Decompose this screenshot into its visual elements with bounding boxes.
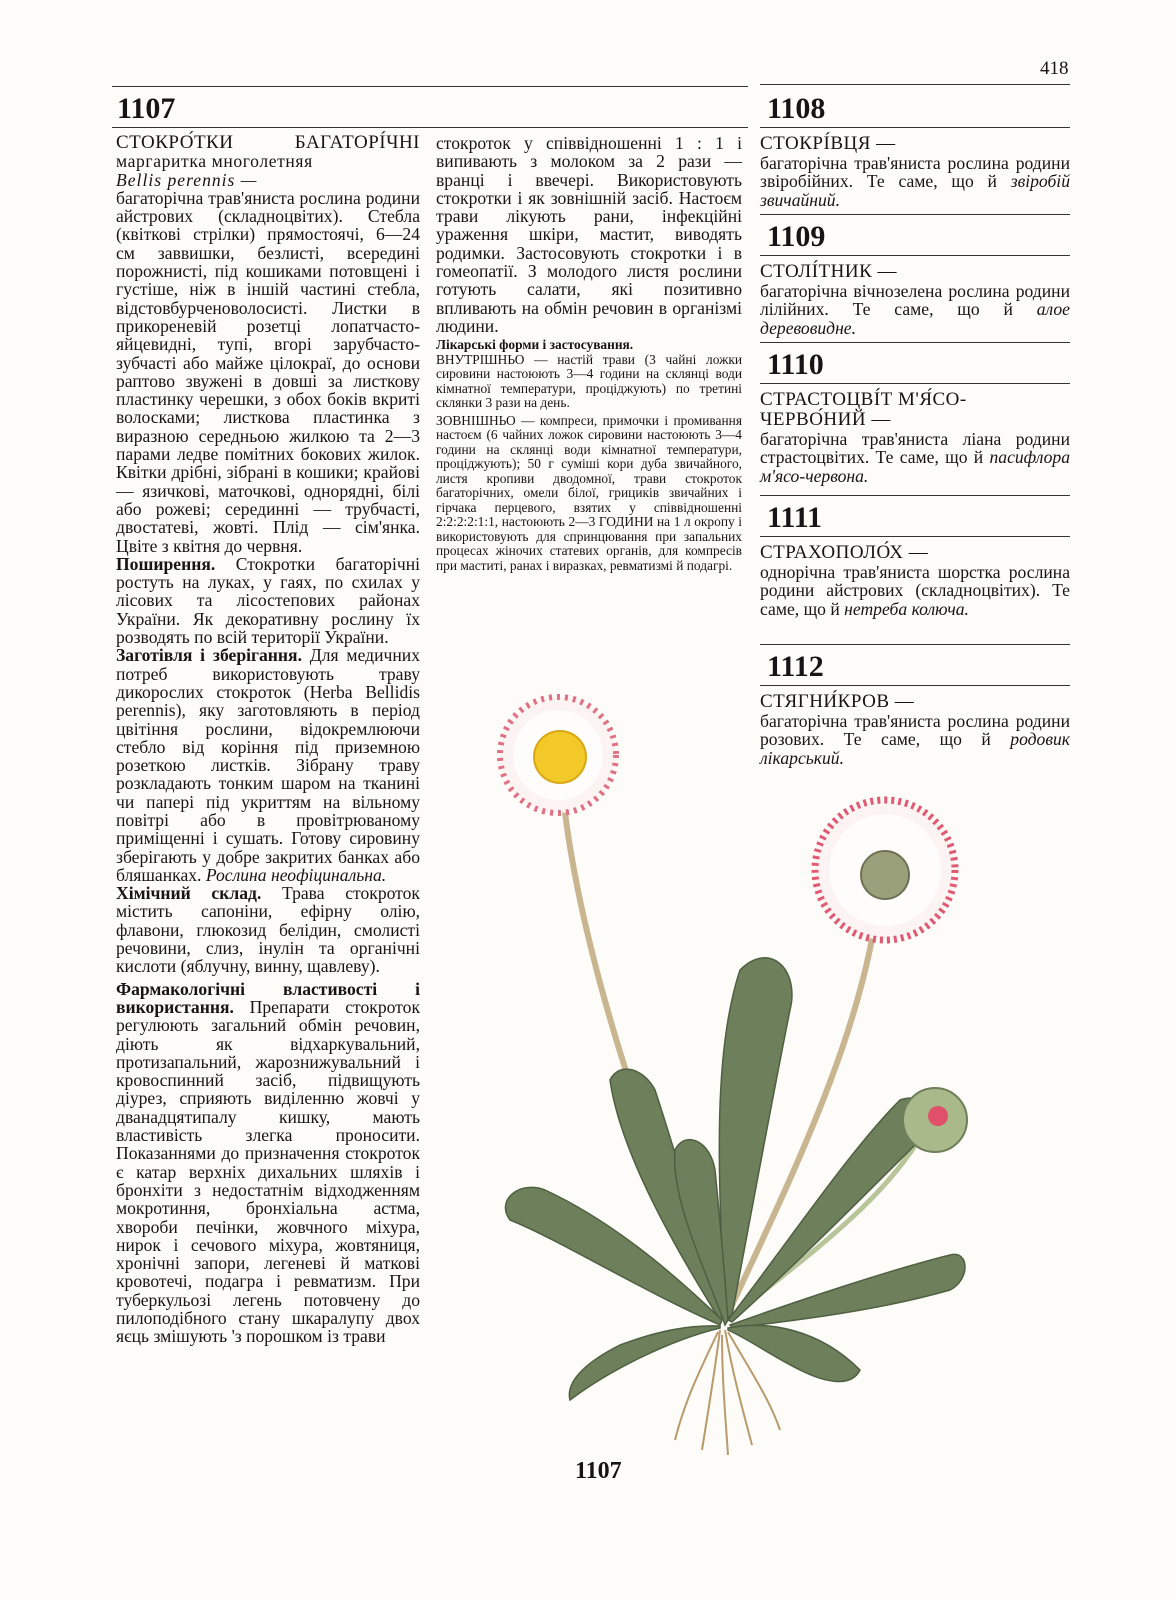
pharmacology-paragraph: Фармакологічні властивості і використання. Препарати стокроток регулюють загальний обмін речовин, діють як відхаркувальний, протизапальний, жарознижувальний і кровоспинний засіб, підвищують діурез, сприяють виділенню жовчі у дванадцятипалу кишку, мають властивість злегка проносити. Показаннями до призначення стокроток є катар верхніх дихальних шляхів і бронхіти з недостатнім відходженням мокротиння, бронхіальна астма, хвороби печінки, жовчного міхура, нирок і сечового міхура, жовтяниця, хронічні запори, легеневі й маткові кровотечі, подагра і ревматизм. При туберкульозі легень потовчену до пилоподібного стану шкаралупу двох яєць змішують 'з порошком із трави (116, 978, 420, 1347)
entry-rule-1111 (760, 536, 1070, 537)
entry-rule-1110 (760, 383, 1070, 384)
entry-number-1108: 1108 (767, 92, 826, 125)
page-number: 418 (1040, 58, 1069, 79)
column-2 (436, 134, 742, 573)
flower-right (815, 800, 955, 940)
distribution-paragraph: Поширення. Стокротки багаторічні ростуть на луках, у гаях, по схилах у лісових та лісостепових районах України. Як декоративну рослину їх розводять по всій території України. (116, 553, 420, 648)
cross-reference: алое деревовидне. (760, 299, 1070, 338)
chemistry-paragraph: Хімічний склад. Трава стокроток містить сапоніни, ефірну олію, флавони, глюкозид белідин, смолисті речовини, слиз, інулін та органічні кислоти (яблучну, винну, щавлеву). (116, 883, 420, 977)
entry-end-rule-1109 (760, 342, 1070, 343)
entry-1108 (760, 134, 1070, 209)
entry-1110 (760, 390, 1070, 485)
leaves (505, 958, 965, 1400)
harvest-paragraph: Заготівля і зберігання. Для медичних потреб використовують траву дикорослих стокроток (Herba Bellidis perennis), яку заготовляють в період цвітіння рослини, відокремлюючи стебло від коріння під приземною розеткою листків. Зібрану траву розкладають тонким шаром на тканині чи папері під укриттям на вільному повітрі або в провітрюваному приміщенні і сушать. Готову сировину зберігають у добре закритих банках або бляшанках. Рослина неофіцинальна. (116, 645, 420, 885)
entry-definition: багаторічна вічнозелена рослина родини лілійних. Те саме, що й алое деревовидне. (760, 281, 1070, 338)
entry-definition: багаторічна трав'яниста ліана родини страстоцвітих. Те саме, що й пасифлора м'ясо-червона. (760, 429, 1070, 486)
flower-top-left (500, 697, 616, 813)
latin-name: Bellis perennis — (116, 169, 258, 190)
entry-number-1109: 1109 (767, 220, 826, 253)
flower-bud (903, 1088, 967, 1152)
entry-definition: багаторічна трав'яниста рослина родини розових. Те саме, що й родовик лікарський. (760, 711, 1070, 768)
entry-1111 (760, 543, 1070, 618)
cross-reference: звіробій звичайний. (760, 171, 1070, 210)
entry-rule-1108 (760, 127, 1070, 128)
entry-end-rule-1110 (760, 495, 1070, 496)
description-paragraph: багаторічна трав'яниста рослина родини айстрових (складноцвітих). Стебла (квіткові стрілки) прямостоячі, 6—24 см заввишки, безлисті, всередині порожнисті, під кошиками потовщені і густіше, ніж в іншій частині стебла, відстовбурченоволосисті. Листки в прикореневій розетці лопатчасто-яйцевидні, тупі, вгорі зарубчасто-зубчасті або майже цілокраї, до основи раптово звужені в довші за листкову пластинку черешки, з обох боків вкриті волосками; листкова пластинка з виразною середньою жилкою та 2—3 парами ледве помітних бокових жилок. Квітки дрібні, зібрані в кошики; крайові — язичкові, маточкові, однорядні, білі або рожеві; серединні — трубчасті, двостатеві, жовті. Плід — сім'янка. Цвіте з квітня до червня. (116, 187, 420, 556)
entry-number-1107: 1107 (117, 92, 176, 125)
entry-number-1112: 1112 (767, 650, 824, 683)
entry-term: СТРАСТОЦВІ́Т М'Я́СО-ЧЕРВО́НИЙ — (760, 389, 967, 430)
entry-number-1110: 1110 (767, 348, 824, 381)
entry-definition: однорічна трав'яниста шорстка рослина родини айстрових (складноцвітих). Те саме, що й нетреба колюча. (760, 562, 1070, 619)
illustration-caption: 1107 (575, 1458, 622, 1484)
column-2-paragraph: стокроток у співвідношенні 1 : 1 і випивають з молоком за 2 рази — вранці і ввечері. Використовують стокротки і як зовнішній засіб. Настоєм трави лікують рани, інфекційні ураження шкіри, мастит, виводять родимки. Застосовують стокротки і в гомеопатії. З молодого листя рослини готують салати, які позитивно впливають на обмін речовин в організмі людини. (436, 133, 742, 336)
header-rule-right (760, 84, 1070, 85)
internal-use: ВНУТРІШНЬО — настій трави (3 чайні ложки сировини настоюють 3—4 години на склянці води кімнатної температури, проціджують) по третині склянки 3 рази на день. (436, 351, 742, 411)
entry-rule-1109 (760, 255, 1070, 256)
russian-name: маргаритка многолетняя (116, 151, 313, 172)
external-use: ЗОВНІШНЬО — компреси, примочки і промивання настоєм (6 чайних ложок сировини настоюють 3—4 години на склянці води кімнатної температури, проціджують); 50 г суміші кори дуба звичайного, листя кропиви дводомної, трави стокроток багаторічних, омели білої, грициків звичайних і гірчака перцевого, взятих у співвідношенні 2:2:2:2:1:1, настоюють 2—3 ГОДИНИ на 1 л окропу і використовують для спринцювання при запальних процесах жіночих статевих органів, для компресів при маститі, ранах і виразках, ревматизмі й подагрі. (436, 412, 742, 573)
entry-end-rule-1108 (760, 214, 1070, 215)
entry-term-1107: СТОКРО́ТКИ БАГАТОРІ́ЧНІ (116, 132, 420, 153)
forms-heading: Лікарські форми і застосування. (436, 337, 634, 353)
entry-definition: багаторічна трав'яниста рослина родини звіробійних. Те саме, що й звіробій звичайний. (760, 153, 1070, 210)
daisy-illustration (470, 680, 970, 1460)
cross-reference: нетреба колюча. (844, 598, 969, 619)
entry-term: СТЯГНИ́КРОВ — (760, 691, 915, 712)
cross-reference: родовик лікарський. (760, 729, 1070, 768)
cross-reference: пасифлора м'ясо-червона. (760, 447, 1070, 486)
entry-end-rule-1111 (760, 644, 1070, 645)
entry-term: СТРАХОПОЛО́Х — (760, 542, 929, 563)
entry-1109 (760, 262, 1070, 337)
entry-number-1111: 1111 (767, 501, 823, 534)
entry-term: СТОКРІ́ВЦЯ — (760, 133, 896, 154)
entry-rule-1107 (112, 127, 748, 128)
column-1 (116, 134, 420, 1346)
header-rule-left (112, 86, 748, 87)
entry-term: СТОЛІ́ТНИК — (760, 261, 897, 282)
